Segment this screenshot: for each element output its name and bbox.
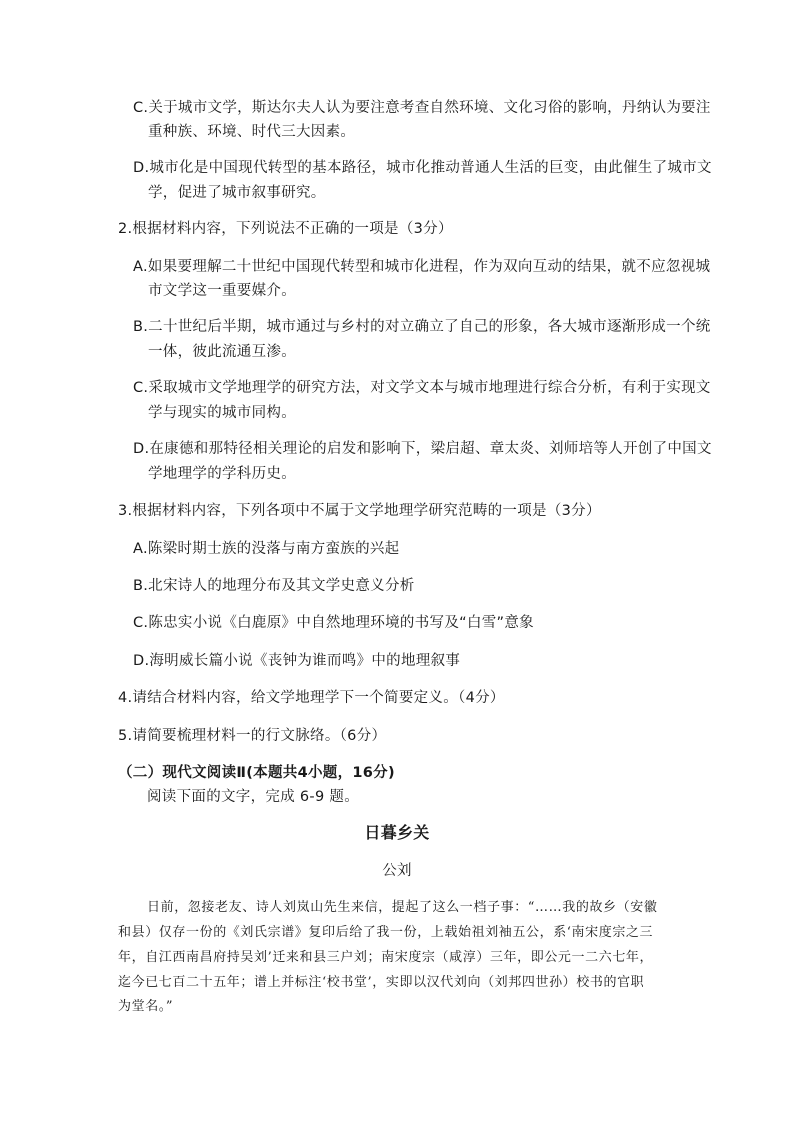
q5-stem: 5.请简要梳理材料一的行文脉络。（6分）	[118, 728, 387, 744]
q2-stem: 2.根据材料内容，下列说法不正确的一项是（3分）	[118, 221, 453, 237]
q1-option-c-line2: 重种族、环境、时代三大因素。	[148, 124, 356, 140]
q3-option-d: D.海明威长篇小说《丧钟为谁而鸣》中的地理叙事	[133, 653, 461, 669]
section-instruction: 阅读下面的文字，完成 6-9 题。	[147, 789, 359, 805]
q4-stem: 4.请结合材料内容，给文学地理学下一个简要定义。（4分）	[118, 690, 505, 706]
passage-p1-line4: 迄今已七百二十五年；谱上并标注‘校书堂’，实即以汉代刘向（刘邦四世孙）校书的官职	[118, 975, 645, 990]
section-heading: （二）现代文阅读Ⅱ(本题共4小题，16分)	[118, 765, 395, 781]
passage-p1-line1: 日前，忽接老友、诗人刘岚山先生来信，提起了这么一档子事：“……我的故乡（安徽	[147, 900, 658, 915]
q2-option-b-line2: 一体，彼此流通互渗。	[148, 344, 296, 360]
q2-option-a-line2: 市文学这一重要媒介。	[148, 283, 296, 299]
passage-p1-line3: 年，自江西南昌府持吴刘’迁来和县三户刘；南宋度宗（咸淳）三年，即公元一二六七年，	[118, 950, 654, 965]
q1-option-c-line1: C.关于城市文学，斯达尔夫人认为要注意考查自然环境、文化习俗的影响，丹纳认为要注	[133, 100, 711, 116]
passage-p1-line5: 为堂名。”	[118, 999, 174, 1014]
q2-option-a-line1: A.如果要理解二十世纪中国现代转型和城市化进程，作为双向互动的结果，就不应忽视城	[133, 259, 711, 275]
q1-option-d-line1: D.城市化是中国现代转型的基本路径，城市化推动普通人生活的巨变，由此催生了城市文	[133, 160, 712, 176]
q2-option-c-line1: C.采取城市文学地理学的研究方法，对文学文本与城市地理进行综合分析，有利于实现文	[133, 380, 711, 396]
passage-author: 公刘	[382, 863, 412, 879]
q2-option-d-line2: 学地理学的学科历史。	[148, 466, 296, 482]
passage-p1-line2: 和县）仅存一份的《刘氏宗谱》复印后给了我一份，上载始祖刘袖五公，系‘南宋度宗之三	[118, 925, 654, 940]
passage-title: 日暮乡关	[364, 823, 430, 842]
q2-option-d-line1: D.在康德和那特径相关理论的启发和影响下，梁启超、章太炎、刘师培等人开创了中国文	[133, 441, 712, 457]
q1-option-d-line2: 学，促进了城市叙事研究。	[148, 185, 326, 201]
q3-option-a: A.陈梁时期士族的没落与南方蛮族的兴起	[133, 541, 400, 557]
q2-option-b-line1: B.二十世纪后半期，城市通过与乡村的对立确立了自己的形象，各大城市逐渐形成一个统	[133, 319, 711, 335]
q2-option-c-line2: 学与现实的城市同构。	[148, 405, 296, 421]
q3-option-c: C.陈忠实小说《白鹿原》中自然地理环境的书写及“白雪”意象	[133, 615, 534, 631]
q3-stem: 3.根据材料内容，下列各项中不属于文学地理学研究范畴的一项是（3分）	[118, 503, 601, 519]
q3-option-b: B.北宋诗人的地理分布及其文学史意义分析	[133, 578, 415, 594]
